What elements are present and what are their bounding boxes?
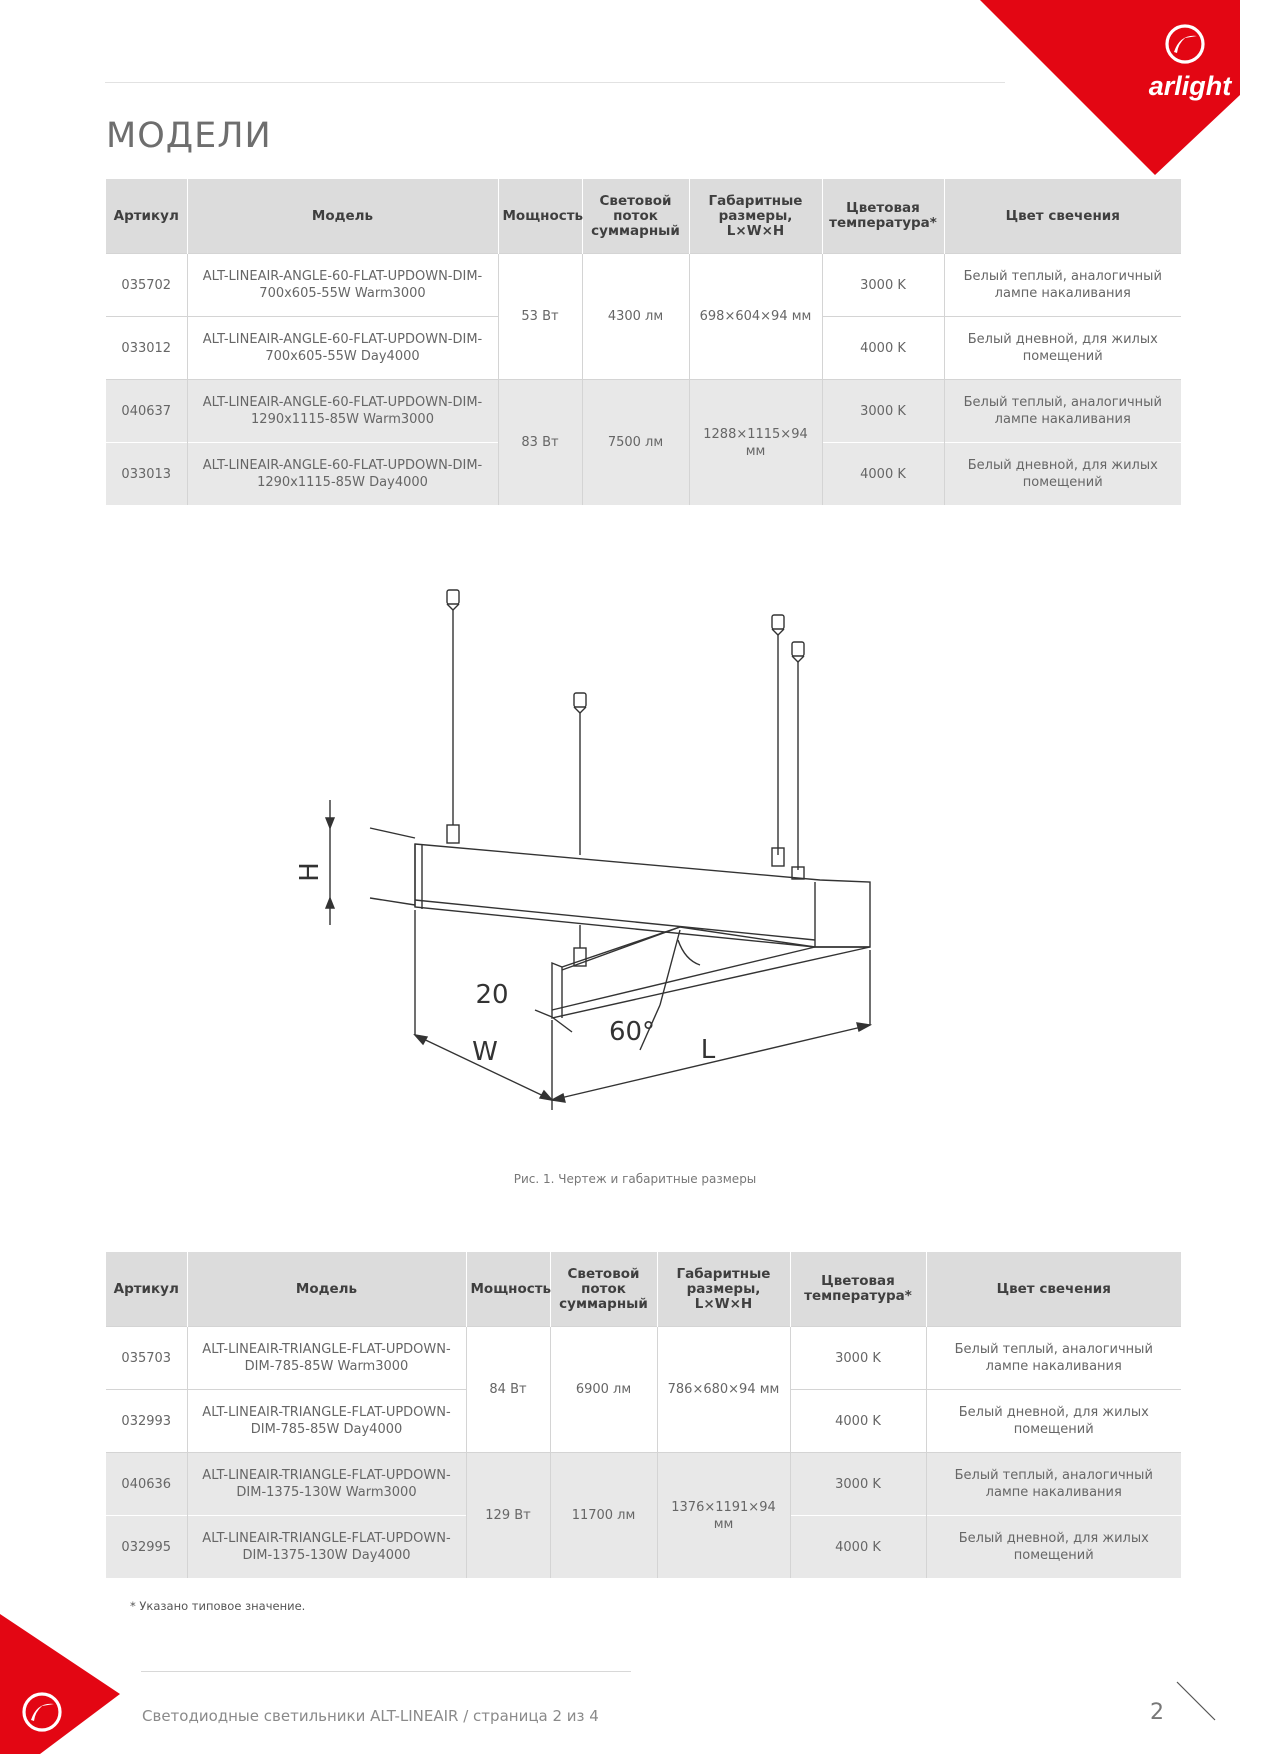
header-color: Цвет свечения [926, 1252, 1181, 1327]
cell-temperature: 4000 K [822, 443, 944, 506]
header-dimensions: Габаритные размеры, L×W×H [689, 179, 822, 254]
label-angle: 60° [608, 1017, 656, 1047]
page-number: 2 [1150, 1700, 1164, 1725]
cell-power: 53 Вт [498, 254, 582, 380]
cell-dimensions: 1376×1191×94 мм [657, 1453, 790, 1579]
table-row [106, 254, 1181, 317]
page-title: МОДЕЛИ [106, 116, 272, 156]
header-dimensions: Габаритные размеры, L×W×H [657, 1252, 790, 1327]
cell-flux: 7500 лм [582, 380, 689, 506]
table-header-row [106, 179, 1181, 254]
cell-dimensions: 698×604×94 мм [689, 254, 822, 380]
header-model: Модель [187, 1252, 466, 1327]
cell-model: ALT-LINEAIR-TRIANGLE-FLAT-UPDOWN-DIM-785-85W Day4000 [187, 1390, 466, 1453]
footnote: * Указано типовое значение. [130, 1599, 306, 1613]
cell-article: 040636 [106, 1453, 187, 1516]
header-temperature: Цветовая температура* [790, 1252, 926, 1327]
top-divider [105, 82, 1005, 83]
cell-temperature: 3000 K [822, 254, 944, 317]
table-row [106, 1453, 1181, 1516]
cell-temperature: 4000 K [790, 1516, 926, 1579]
label-l: L [700, 1035, 716, 1065]
cell-color: Белый дневной, для жилых помещений [926, 1516, 1181, 1579]
brand-corner-banner [980, 0, 1240, 175]
cell-article: 035702 [106, 254, 187, 317]
cell-power: 129 Вт [466, 1453, 550, 1579]
label-h: H [295, 862, 325, 882]
cell-color: Белый теплый, аналогичный лампе накаливания [944, 380, 1181, 443]
models-table-angle [106, 179, 1181, 505]
cell-article: 040637 [106, 380, 187, 443]
cell-color: Белый дневной, для жилых помещений [944, 317, 1181, 380]
brand-logo: arlight [1148, 71, 1232, 101]
cell-article: 035703 [106, 1327, 187, 1390]
cell-dimensions: 1288×1115×94 мм [689, 380, 822, 506]
cell-article: 032995 [106, 1516, 187, 1579]
cell-model: ALT-LINEAIR-TRIANGLE-FLAT-UPDOWN-DIM-1375-130W Day4000 [187, 1516, 466, 1579]
brand-corner-footer [0, 1614, 120, 1754]
cell-flux: 11700 лм [550, 1453, 657, 1579]
table-row [106, 1327, 1181, 1390]
cell-color: Белый дневной, для жилых помещений [926, 1390, 1181, 1453]
header-article: Артикул [106, 1252, 187, 1327]
cell-temperature: 4000 K [822, 317, 944, 380]
figure-caption: Рис. 1. Чертеж и габаритные размеры [513, 1172, 757, 1186]
cell-flux: 4300 лм [582, 254, 689, 380]
cell-temperature: 3000 K [790, 1453, 926, 1516]
cell-article: 033013 [106, 443, 187, 506]
dimension-drawing [295, 580, 890, 1120]
cell-model: ALT-LINEAIR-ANGLE-60-FLAT-UPDOWN-DIM-1290x1115-85W Day4000 [187, 443, 498, 506]
cell-color: Белый дневной, для жилых помещений [944, 443, 1181, 506]
table-row [106, 380, 1181, 443]
header-temperature: Цветовая температура* [822, 179, 944, 254]
label-w: W [472, 1037, 498, 1067]
header-flux: Световой поток суммарный [582, 179, 689, 254]
table-header-row [106, 1252, 1181, 1327]
cell-model: ALT-LINEAIR-TRIANGLE-FLAT-UPDOWN-DIM-1375-130W Warm3000 [187, 1453, 466, 1516]
cell-article: 033012 [106, 317, 187, 380]
cell-temperature: 4000 K [790, 1390, 926, 1453]
cell-dimensions: 786×680×94 мм [657, 1327, 790, 1453]
cell-color: Белый теплый, аналогичный лампе накаливания [944, 254, 1181, 317]
cell-power: 84 Вт [466, 1327, 550, 1453]
header-color: Цвет свечения [944, 179, 1181, 254]
cell-color: Белый теплый, аналогичный лампе накаливания [926, 1327, 1181, 1390]
cell-model: ALT-LINEAIR-ANGLE-60-FLAT-UPDOWN-DIM-1290x1115-85W Warm3000 [187, 380, 498, 443]
cell-model: ALT-LINEAIR-ANGLE-60-FLAT-UPDOWN-DIM-700x605-55W Warm3000 [187, 254, 498, 317]
footer-text: Светодиодные светильники ALT-LINEAIR / страница 2 из 4 [142, 1707, 599, 1725]
cell-temperature: 3000 K [822, 380, 944, 443]
header-article: Артикул [106, 179, 187, 254]
header-power: Мощность [498, 179, 582, 254]
footer-divider [141, 1671, 631, 1672]
page-slash-decoration [1175, 1680, 1235, 1722]
header-power: Мощность [466, 1252, 550, 1327]
header-flux: Световой поток суммарный [550, 1252, 657, 1327]
cell-flux: 6900 лм [550, 1327, 657, 1453]
cell-color: Белый теплый, аналогичный лампе накаливания [926, 1453, 1181, 1516]
cell-article: 032993 [106, 1390, 187, 1453]
header-model: Модель [187, 179, 498, 254]
label-20: 20 [475, 980, 509, 1010]
cell-temperature: 3000 K [790, 1327, 926, 1390]
cell-model: ALT-LINEAIR-TRIANGLE-FLAT-UPDOWN-DIM-785-85W Warm3000 [187, 1327, 466, 1390]
cell-power: 83 Вт [498, 380, 582, 506]
cell-model: ALT-LINEAIR-ANGLE-60-FLAT-UPDOWN-DIM-700x605-55W Day4000 [187, 317, 498, 380]
models-table-triangle [106, 1252, 1181, 1578]
